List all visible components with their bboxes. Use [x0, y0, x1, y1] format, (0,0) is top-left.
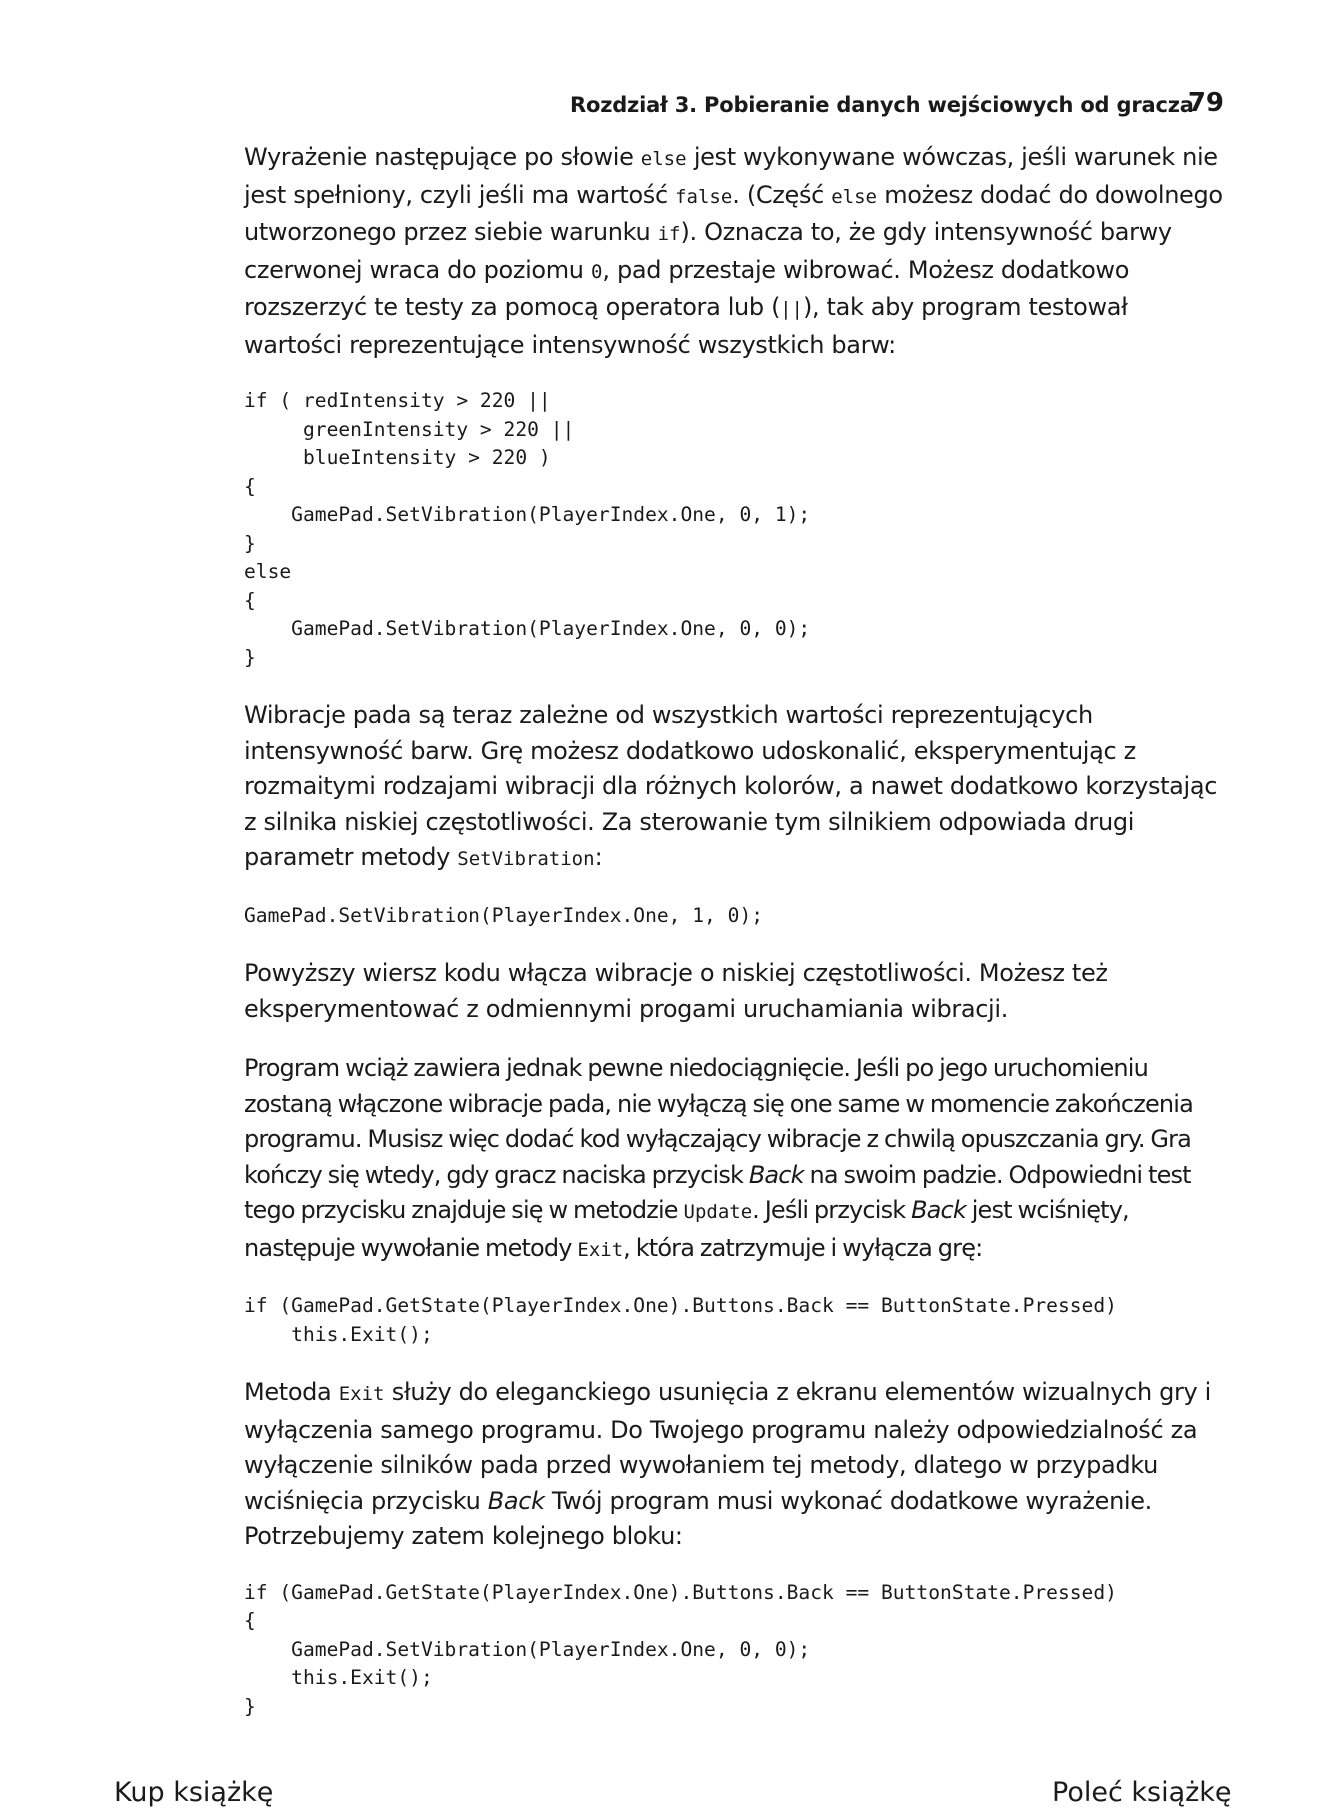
text: Wibracje pada są teraz zależne od wszystkich wartości reprezentujących intensywność barw. Grę możesz dodatkowo udoskonalić, eksperymentując z rozmaitymi rodzajami wibracji dla różnych kolorów, a nawet dodatkowo korzystając z silnika niskiej częstotliwości. Za sterowanie tym silnikiem odpowiada drugi parametr metody	[244, 701, 1218, 871]
inline-code: Exit	[338, 1383, 385, 1405]
code-block-4: if (GamePad.GetState(PlayerIndex.One).Buttons.Back == ButtonState.Pressed) { GamePad.SetVibration(PlayerIndex.One, 0, 0); this.Exit(); }	[244, 1580, 1117, 1718]
inline-code: Exit	[577, 1238, 624, 1261]
page-content	[244, 140, 1229, 1747]
text: , pad przestaje wibrować. Możesz dodatkowo rozszerzyć te testy za pomocą operatora	[244, 255, 1130, 321]
code-block-2: GamePad.SetVibration(PlayerIndex.One, 1, 0);	[244, 903, 764, 927]
inline-code: 0	[590, 260, 603, 283]
text: :	[594, 843, 603, 871]
text: Twój program musi wykonać dodatkowe wyrażenie. Potrzebujemy zatem kolejnego bloku:	[244, 1486, 1152, 1550]
inline-code: if	[657, 223, 681, 245]
inline-code: false	[675, 185, 733, 208]
text: możesz dodać do dowolnego utworzonego przez siebie warunku	[244, 180, 1223, 246]
inline-code: else	[640, 148, 687, 170]
inline-code: else	[831, 185, 877, 208]
inline-code: SetVibration	[457, 848, 595, 870]
text: Program wciąż zawiera jednak pewne niedociągnięcie. Jeśli po jego uruchomieniu zostaną włączone wibracje pada, nie wyłączą się one same w momencie zakończenia programu. Musisz więc dodać kod wyłączający wibracje z chwilą opuszczania gry. Gra kończy się wtedy, gdy gracz naciska przycisk	[244, 1054, 1193, 1189]
text: Metoda	[244, 1378, 339, 1406]
code-block-1: if ( redIntensity > 220 || greenIntensity > 220 || blueIntensity > 220 ) { GamePad.SetVibration(PlayerIndex.One, 0, 1); } else { GamePad.SetVibration(PlayerIndex.One, 0, 0); }	[244, 389, 811, 669]
inline-code: Update	[683, 1201, 753, 1223]
keyword-lub: lub	[727, 293, 764, 321]
paragraph-4	[244, 1051, 1229, 1268]
paragraph-5	[244, 1375, 1229, 1555]
buy-book-link[interactable]: Kup książkę	[114, 1777, 274, 1808]
text: na swoim padzie. Odpowiedni test tego przycisku znajduje się w metodzie	[244, 1160, 1191, 1224]
text: . (Część	[732, 180, 832, 209]
text: Wyrażenie następujące po słowie	[244, 143, 641, 171]
text: jest wciśnięty, następuje wywołanie metody	[244, 1196, 1129, 1262]
emphasis: Back	[487, 1486, 545, 1515]
recommend-book-link[interactable]: Poleć książkę	[1052, 1777, 1232, 1808]
emphasis: Back	[911, 1196, 966, 1224]
page-number: 79	[1187, 88, 1224, 118]
text: jest wykonywane wówczas, jeśli warunek nie jest spełniony, czyli jeśli ma wartość	[244, 143, 1218, 209]
emphasis: Back	[748, 1160, 804, 1189]
text: ), tak aby program testował wartości reprezentujące intensywność wszystkich barw:	[244, 293, 1128, 359]
inline-code: ||	[780, 298, 803, 320]
paragraph-2	[244, 698, 1229, 878]
text: służy do eleganckiego usunięcia z ekranu elementów wizualnych gry i wyłączenia samego programu. Do Twojego programu należy odpowiedzialność za wyłączenie silników pada przed wywołaniem tej metody, dlatego w przypadku wciśnięcia przycisku	[244, 1378, 1211, 1515]
text: (	[763, 293, 781, 321]
text: , która zatrzymuje i wyłącza grę:	[623, 1233, 983, 1262]
paragraph-3: Powyższy wiersz kodu włącza wibracje o niskiej częstotliwości. Możesz też eksperymentować z odmiennymi progami uruchamiania wibracji.	[244, 959, 1108, 1023]
text: . Jeśli przycisk	[752, 1196, 912, 1224]
code-block-3: if (GamePad.GetState(PlayerIndex.One).Buttons.Back == ButtonState.Pressed) this.Exit();	[244, 1294, 1117, 1346]
text: ). Oznacza to, że gdy intensywność barwy czerwonej wraca do poziomu	[244, 218, 1172, 284]
chapter-title: Rozdział 3. Pobieranie danych wejściowych od gracza	[570, 93, 1194, 117]
paragraph-1	[244, 140, 1229, 363]
